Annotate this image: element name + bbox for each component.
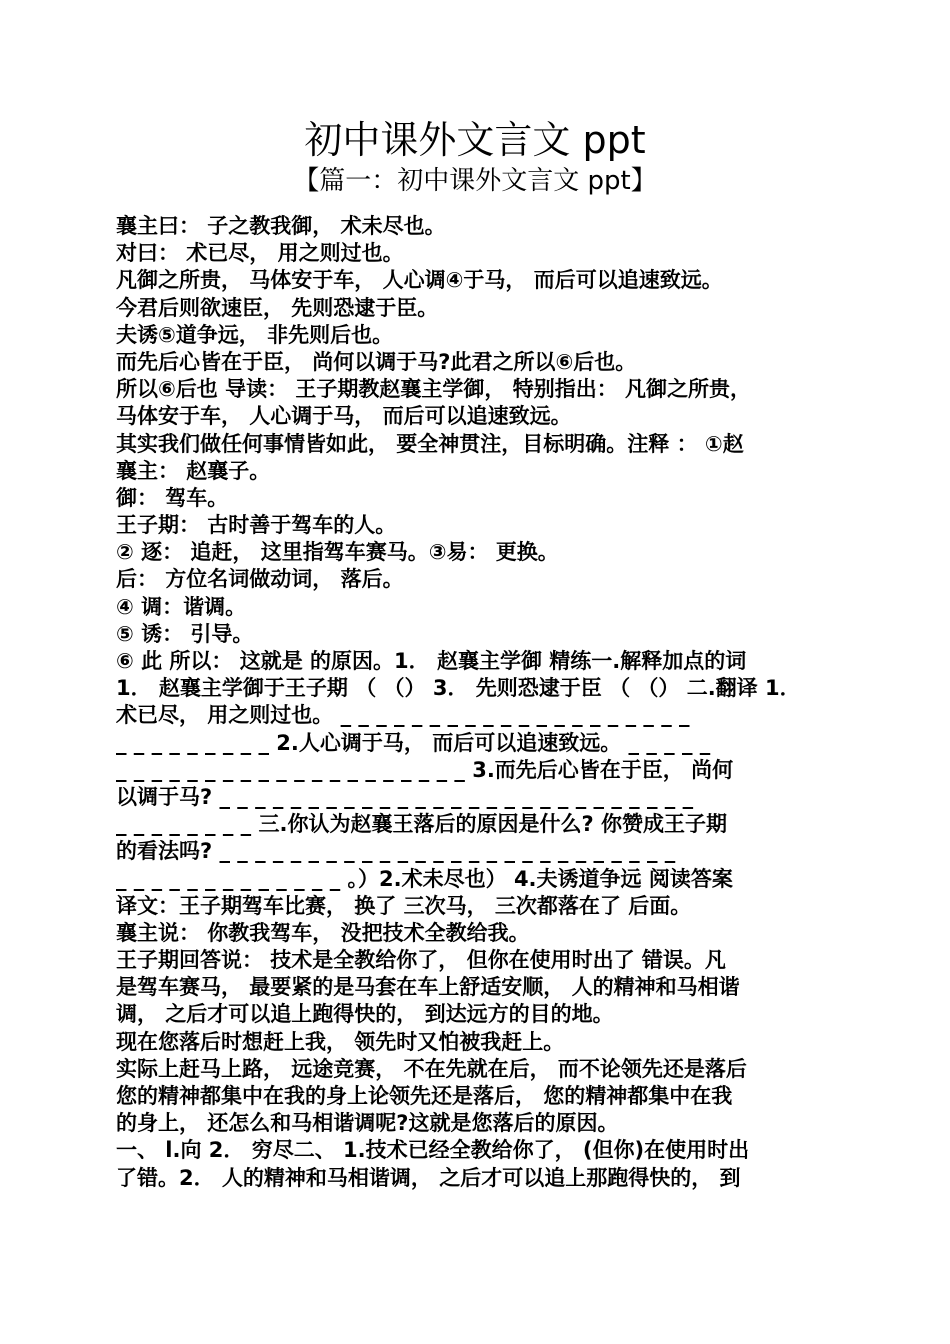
text-line: 夫诱⑤道争远， 非先则后也。: [116, 322, 394, 347]
text-line: 了错。2． 人的精神和马相谐调， 之后才可以追上那跑得快的， 到: [116, 1165, 741, 1190]
text-line: 以调于马? _ _ _ _ _ _ _ _ _ _ _ _ _ _ _ _ _ _ _ _ _ _ _ _ _ _ _: [116, 784, 694, 809]
body-text: [116, 213, 836, 1192]
text-line: 调， 之后才可以追上跑得快的， 到达远方的目的地。: [116, 1002, 614, 1027]
text-line: 术已尽， 用之则过也。 _ _ _ _ _ _ _ _ _ _ _ _ _ _ _ _ _ _ _ _: [116, 703, 690, 728]
text-line: 是驾车赛马， 最要紧的是马套在车上舒适安顺， 人的精神和马相谐: [116, 975, 740, 1000]
text-line: 您的精神都集中在我的身上论领先还是落后， 您的精神都集中在我: [116, 1084, 733, 1108]
text-line: 马体安于车， 人心调于马， 而后可以追速致远。: [116, 404, 572, 429]
text-line: 译文：王子期驾车比赛， 换了 三次马， 三次都落在了 后面。: [116, 893, 692, 918]
text-line: 的看法吗? _ _ _ _ _ _ _ _ _ _ _ _ _ _ _ _ _ _ _ _ _ _ _ _ _ _: [116, 839, 676, 864]
text-line: 一、 l.向 2． 穷尽二、 1.技术已经全教给你了， (但你)在使用时出: [116, 1138, 750, 1163]
text-line: _ _ _ _ _ _ _ _ _ 2.人心调于马， 而后可以追速致远。 _ _ _ _ _: [116, 730, 711, 755]
text-line: 御： 驾车。: [116, 485, 229, 510]
text-line: 襄主说： 你教我驾车， 没把技术全教给我。: [116, 920, 530, 945]
text-line: 其实我们做任何事情皆如此， 要全神贯注，目标明确。注释 ： ①赵: [116, 431, 744, 456]
text-line: 对曰： 术已尽， 用之则过也。: [116, 241, 404, 266]
text-line: 所以⑥后也 导读： 王子期教赵襄主学御， 特别指出： 凡御之所贵，: [116, 377, 752, 402]
text-line: 王子期： 古时善于驾车的人。: [116, 513, 397, 538]
text-line: 王子期回答说： 技术是全教给你了， 但你在使用时出了 错误。凡: [116, 948, 726, 973]
text-line: 1． 赵襄主学御于王子期 （ （） 3． 先则恐逮于臣 （ （） 二.翻译 1．: [116, 676, 801, 701]
text-line: 的身上， 还怎么和马相谐调呢?这就是您落后的原因。: [116, 1111, 619, 1136]
text-line: ④ 调：谐调。: [116, 594, 247, 619]
text-line: 今君后则欲速臣， 先则恐逮于臣。: [116, 295, 439, 320]
text-line: 后： 方位名词做动词， 落后。: [116, 567, 404, 592]
page-subtitle: 【篇一：初中课外文言文 ppt】: [293, 166, 657, 196]
text-line: 现在您落后时想赶上我， 领先时又怕被我赶上。: [116, 1029, 565, 1054]
text-line: _ _ _ _ _ _ _ _ _ _ _ _ _ 。）2.术未尽也） 4.夫诱道争远 阅读答案: [116, 866, 733, 891]
text-line: ② 逐： 追赶， 这里指驾车赛马。③易： 更换。: [116, 540, 559, 565]
text-line: ⑥ 此 所以： 这就是 的原因。1． 赵襄主学御 精练一.解释加点的词: [116, 649, 747, 673]
text-line: ⑤ 诱： 引导。: [116, 621, 254, 646]
text-line: 凡御之所贵， 马体安于车， 人心调④于马， 而后可以追速致远。: [116, 268, 723, 293]
text-line: _ _ _ _ _ _ _ _ 三.你认为赵襄王落后的原因是什么? 你赞成王子期: [116, 812, 727, 837]
text-line: _ _ _ _ _ _ _ _ _ _ _ _ _ _ _ _ _ _ _ _ 3.而先后心皆在于臣， 尚何: [116, 757, 734, 782]
text-line: 而先后心皆在于臣， 尚何以调于马?此君之所以⑥后也。: [116, 349, 637, 374]
text-line: 襄主曰： 子之教我御， 术未尽也。: [116, 214, 446, 238]
page-title: 初中课外文言文 ppt: [304, 118, 646, 162]
text-line: 襄主： 赵襄子。: [116, 458, 271, 483]
text-line: 实际上赶马上路， 远途竞赛， 不在先就在后， 而不论领先还是落后: [116, 1056, 747, 1081]
